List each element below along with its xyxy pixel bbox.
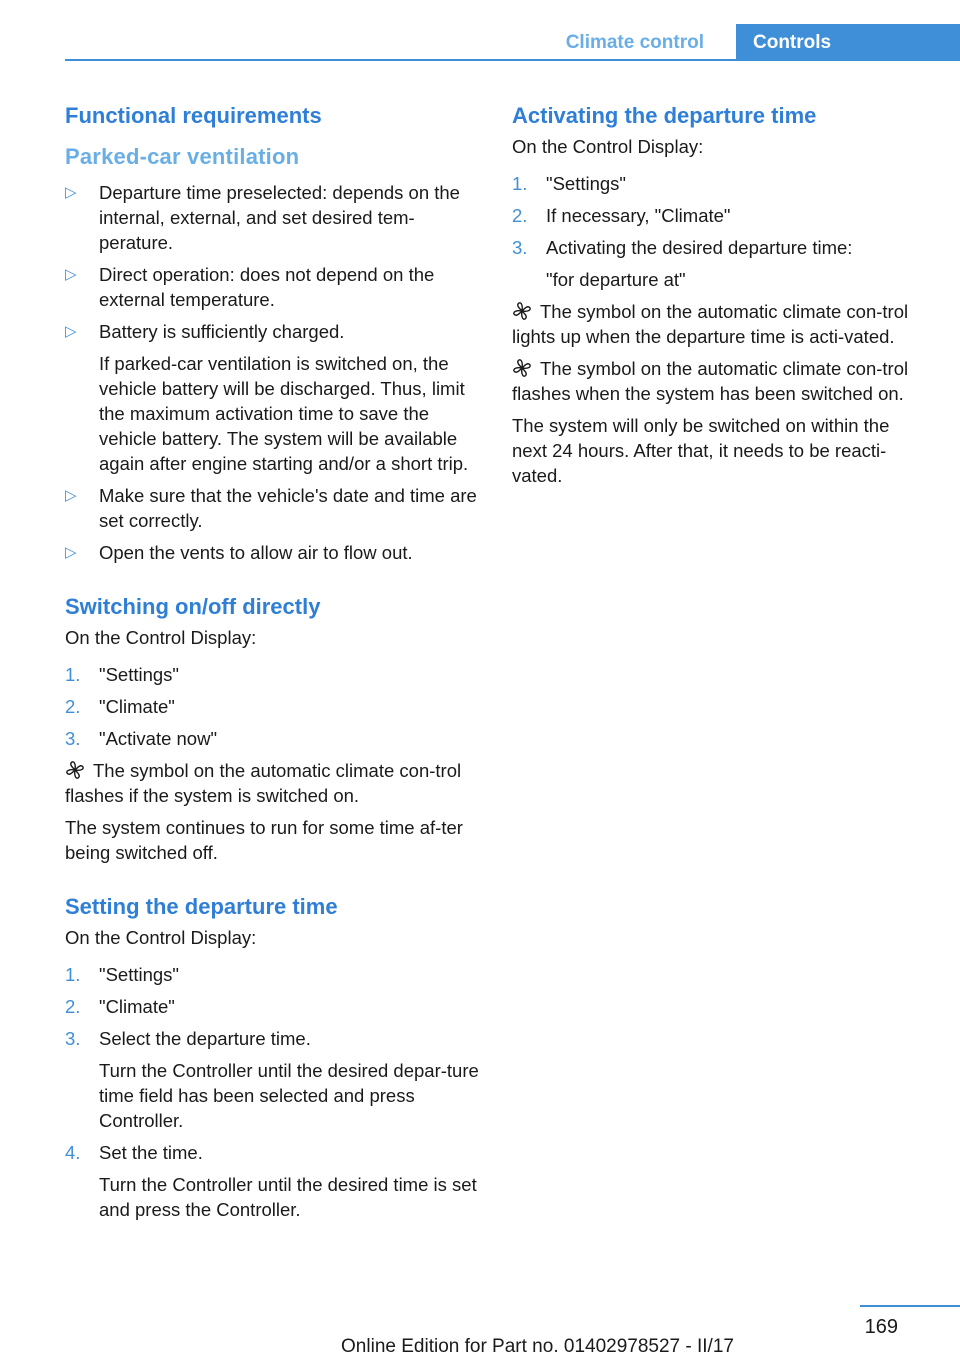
list-item: 2. "Climate" xyxy=(65,996,175,1017)
page-number: 169 xyxy=(864,1316,898,1338)
switching-heading: Switching on/off directly xyxy=(65,594,321,619)
list-item: 1. "Settings" xyxy=(512,173,626,194)
requirements-list xyxy=(65,180,480,565)
list-item: 3. "Activate now" xyxy=(65,728,218,749)
header-rule xyxy=(65,59,960,61)
header-section-title: Climate control xyxy=(565,32,704,53)
setting-intro: On the Control Display: xyxy=(65,927,257,948)
list-item-detail: Turn the Controller until the desired time is set and press the Controller. xyxy=(99,1174,477,1220)
run-on-note: The system continues to run for some time af‐ter being switched off. xyxy=(65,817,463,863)
list-item: ▷ Direct operation: does not depend on the external temperature. xyxy=(65,264,435,310)
symbol-note: The symbol on the automatic climate con‐trol flashes when the system has been switched on. xyxy=(512,358,909,404)
list-item: ▷ Battery is sufficiently charged. If parked-car ventilation is switched on, the vehicle battery will be discharged. Thus, limit the maximum activation time to save the vehicle battery. The system will be available again after engine starting and/or a short trip. xyxy=(65,319,480,476)
list-item: 2. If necessary, "Climate" xyxy=(512,205,731,226)
list-item-detail: Turn the Controller until the desired depar‐ture time field has been selected and press Controller. xyxy=(99,1060,479,1131)
setting-steps xyxy=(65,962,480,1222)
list-item: ▷ Open the vents to allow air to flow out. xyxy=(65,542,413,563)
switching-section xyxy=(65,591,480,865)
left-column xyxy=(65,100,480,1229)
list-item: 4. Set the time. Turn the Controller until the desired time is set and press the Controller. xyxy=(65,1140,480,1222)
switching-intro: On the Control Display: xyxy=(65,627,257,648)
triangle-right-icon: ▷ xyxy=(65,544,77,561)
list-item: ▷ Make sure that the vehicle's date and time are set correctly. xyxy=(65,485,477,531)
list-item: 3. Activating the desired departure time: "for departure at" xyxy=(512,235,927,292)
switching-steps xyxy=(65,662,480,751)
setting-heading: Setting the departure time xyxy=(65,894,338,919)
list-item: 2. "Climate" xyxy=(65,696,175,717)
symbol-note: The symbol on the automatic climate con‐trol lights up when the departure time is acti‐vated. xyxy=(512,301,909,347)
parked-car-ventilation-heading: Parked-car ventilation xyxy=(65,144,300,169)
triangle-right-icon: ▷ xyxy=(65,487,77,504)
list-item: 1. "Settings" xyxy=(65,664,179,685)
list-item: 1. "Settings" xyxy=(65,964,179,985)
setting-section xyxy=(65,891,480,1222)
list-item-detail: "for departure at" xyxy=(546,269,686,290)
triangle-right-icon: ▷ xyxy=(65,323,77,340)
symbol-note: The symbol on the automatic climate con‐trol flashes if the system is switched on. xyxy=(65,760,462,806)
triangle-right-icon: ▷ xyxy=(65,266,77,283)
edition-footer: Online Edition for Part no. 01402978527 - II/17 xyxy=(341,1336,734,1357)
header-chapter-tab: Controls xyxy=(736,24,960,61)
fan-icon xyxy=(512,358,532,378)
right-column xyxy=(512,100,927,488)
activating-heading: Activating the departure time xyxy=(512,103,817,128)
activating-steps xyxy=(512,171,927,292)
activating-intro: On the Control Display: xyxy=(512,136,704,157)
fan-icon xyxy=(65,760,85,780)
page-number-rule xyxy=(860,1305,960,1307)
functional-requirements-heading: Functional requirements xyxy=(65,103,322,128)
triangle-right-icon: ▷ xyxy=(65,184,77,201)
reactivation-note: The system will only be switched on within the next 24 hours. After that, it needs to be reacti‐vated. xyxy=(512,415,890,486)
list-item: 3. Select the departure time. Turn the Controller until the desired depar‐ture time field has been selected and press Controller. xyxy=(65,1028,479,1131)
list-item: ▷ Departure time preselected: depends on the internal, external, and set desired tem‐perature. xyxy=(65,182,460,253)
list-item-detail: If parked-car ventilation is switched on, the vehicle battery will be discharged. Thus, limit the maximum activation time to save the vehicle battery. The system will be available again after engine starting and/or a short trip. xyxy=(99,353,469,474)
fan-icon xyxy=(512,301,532,321)
